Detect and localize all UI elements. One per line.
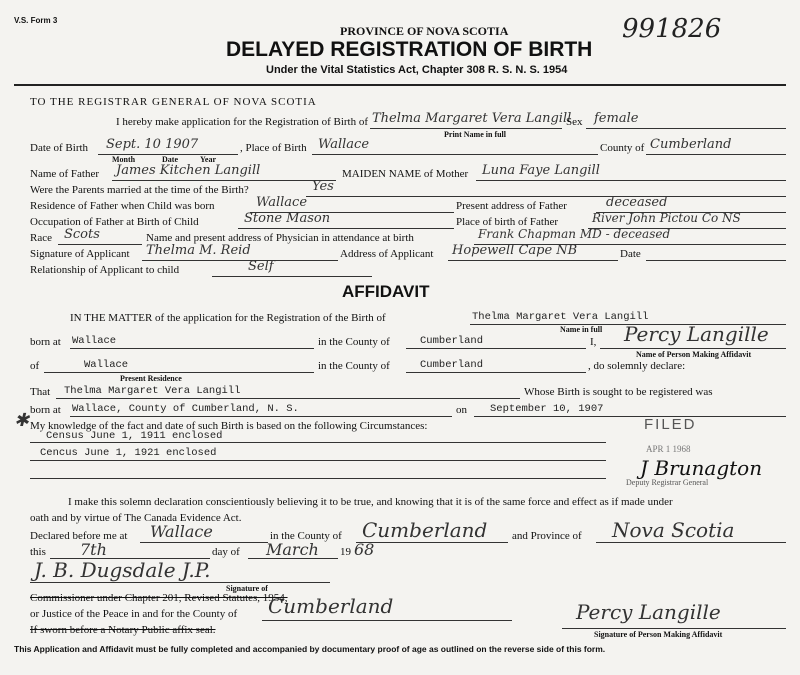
year-prefix: 19	[340, 546, 351, 558]
circumstance-line-2	[30, 460, 606, 461]
form-title: DELAYED REGISTRATION OF BIRTH	[226, 38, 593, 61]
solemnly-declare: , do solemnly declare:	[588, 360, 686, 372]
of-value: Wallace	[84, 359, 129, 371]
form-subtitle: Under the Vital Statistics Act, Chapter 308 R. S. N. S. 1954	[266, 64, 568, 76]
affiant-signature: Percy Langille	[576, 600, 721, 624]
whose-birth-text: Whose Birth is sought to be registered was	[524, 386, 713, 398]
asterisk-mark: ✱	[14, 410, 30, 431]
present-residence-note: Present Residence	[120, 374, 182, 383]
county-value: Cumberland	[650, 137, 732, 152]
name-line	[370, 128, 562, 129]
occupation-value: Stone Mason	[244, 211, 331, 226]
that-value: Thelma Margaret Vera Langill	[64, 385, 241, 397]
county-line	[646, 154, 786, 155]
applicant-address-line	[448, 260, 618, 261]
child-name-value: Thelma Margaret Vera Langill	[372, 111, 572, 126]
relationship-value: Self	[248, 259, 274, 274]
justice-county-line	[262, 620, 512, 621]
registration-number: 991826	[622, 14, 722, 44]
born-at-value-2: Wallace, County of Cumberland, N. S.	[72, 403, 299, 415]
county-of-label-1: in the County of	[318, 336, 390, 348]
filed-stamp-text: FILED	[644, 416, 697, 433]
declared-county-value: Cumberland	[362, 518, 488, 542]
declared-line	[140, 542, 268, 543]
name-in-full-note: Name in full	[560, 325, 603, 334]
married-line	[306, 196, 786, 197]
county-line-3	[356, 542, 508, 543]
circumstance-2: Cencus June 1, 1921 enclosed	[40, 447, 217, 459]
county-of-label-3: in the County of	[270, 530, 342, 542]
circumstance-line-3	[30, 478, 606, 479]
province-value: Nova Scotia	[612, 518, 735, 542]
affidavit-matter: IN THE MATTER of the application for the Registration of the Birth of	[70, 312, 386, 324]
born-at-line	[70, 348, 314, 349]
sex-label: Sex	[566, 116, 583, 128]
year-label: Year	[200, 155, 216, 164]
filed-stamp-date: APR 1 1968	[646, 444, 691, 454]
application-date-line	[646, 260, 786, 261]
deputy-registrar-label: Deputy Registrar General	[626, 478, 709, 487]
application-date-label: Date	[620, 248, 641, 260]
residence-label: Residence of Father when Child was born	[30, 200, 215, 212]
occupation-label: Occupation of Father at Birth of Child	[30, 216, 199, 228]
year-value: 68	[354, 540, 375, 559]
affiant-name-note: Name of Person Making Affidavit	[636, 350, 752, 359]
province-of-label: and Province of	[512, 530, 582, 542]
of-line	[44, 372, 314, 373]
county-line-2	[406, 372, 586, 373]
married-label: Were the Parents married at the time of the Birth?	[30, 184, 249, 196]
sex-line	[586, 128, 786, 129]
affiant-signature-line	[562, 628, 786, 629]
declared-value: Wallace	[150, 522, 213, 541]
form-number: V.S. Form 3	[14, 16, 58, 25]
justice-line: or Justice of the Peace in and for the County of	[30, 608, 238, 620]
date-of-birth-label: Date of Birth	[30, 142, 89, 154]
affidavit-county-value-1: Cumberland	[420, 335, 484, 347]
born-at-label-2: born at	[30, 404, 61, 416]
father-name-value: James Kitchen Langill	[116, 163, 261, 178]
province-heading: PROVINCE OF NOVA SCOTIA	[340, 24, 509, 38]
knowledge-statement: My knowledge of the fact and date of such Birth is based on the following Circumstances:	[30, 420, 428, 432]
present-address-label: Present address of Father	[456, 200, 567, 212]
county-of-label-2: in the County of	[318, 360, 390, 372]
mother-name-value: Luna Faye Langill	[482, 163, 600, 178]
commissioner-signature: J. B. Dugsdale J.P.	[34, 558, 211, 582]
declaration-line-1: I make this solemn declaration conscientiously believing it to be true, and knowing that it is of the same force and effect as if made under	[68, 496, 673, 508]
county-line-1	[406, 348, 586, 349]
deputy-registrar-signature: J Brunagton	[640, 456, 763, 480]
justice-county-value: Cumberland	[268, 594, 394, 618]
footer-note: This Application and Affidavit must be fully completed and accompanied by documentary proof of age as outlined on the reverse side of this form.	[14, 644, 606, 654]
relationship-label: Relationship of Applicant to child	[30, 264, 180, 276]
date-label: Date	[162, 155, 178, 164]
born-at-label: born at	[30, 336, 61, 348]
race-line	[58, 244, 142, 245]
declaration-line-2: oath and by virtue of The Canada Evidence Act.	[30, 512, 242, 524]
affidavit-county-value-2: Cumberland	[420, 359, 484, 371]
physician-value: Frank Chapman MD - deceased	[478, 227, 671, 241]
affidavit-heading: AFFIDAVIT	[342, 282, 430, 301]
applicant-signature-label: Signature of Applicant	[30, 248, 130, 260]
place-line	[312, 154, 598, 155]
born-at-line-2	[70, 416, 452, 417]
print-name-note: Print Name in full	[444, 130, 506, 139]
physician-label: Name and present address of Physician in attendance at birth	[146, 232, 414, 244]
residence-value: Wallace	[256, 195, 308, 210]
on-label: on	[456, 404, 467, 416]
born-at-value: Wallace	[72, 335, 117, 347]
relationship-line	[212, 276, 372, 277]
circumstance-line-1	[30, 442, 606, 443]
month-value: March	[266, 540, 319, 559]
sex-value: female	[594, 111, 639, 126]
applicant-address-value: Hopewell Cape NB	[452, 243, 578, 258]
date-of-birth-value: Sept. 10 1907	[106, 137, 199, 152]
declared-before-label: Declared before me at	[30, 530, 128, 542]
applicant-address-label: Address of Applicant	[340, 248, 434, 260]
father-birthplace-label: Place of birth of Father	[456, 216, 559, 228]
header-divider	[14, 84, 786, 86]
day-of-label: day of	[212, 546, 240, 558]
affiant-name-signature: Percy Langille	[624, 322, 769, 346]
applicant-signature-line	[142, 260, 338, 261]
affiant-signature-label: Signature of Person Making Affidavit	[594, 630, 723, 639]
registrar-address: TO THE REGISTRAR GENERAL OF NOVA SCOTIA	[30, 96, 317, 108]
applicant-signature-value: Thelma M. Reid	[146, 243, 251, 258]
on-value: September 10, 1907	[490, 403, 604, 415]
of-label: of	[30, 360, 40, 372]
father-line	[112, 180, 336, 181]
application-statement: I hereby make application for the Registration of Birth of	[116, 116, 369, 128]
race-value: Scots	[64, 227, 100, 242]
filed-stamp	[626, 412, 736, 492]
signature-of-label: Signature of	[226, 584, 268, 593]
month-label: Month	[112, 155, 136, 164]
that-label: That	[30, 386, 51, 398]
day-value: 7th	[80, 540, 107, 559]
father-birthplace-value: River John Pictou Co NS	[592, 211, 741, 225]
race-label: Race	[30, 232, 52, 244]
i-label: I,	[590, 336, 597, 348]
commissioner-signature-line	[30, 582, 330, 583]
mother-name-label: MAIDEN NAME of Mother	[342, 168, 469, 180]
mother-line	[476, 180, 786, 181]
affidavit-matter-name: Thelma Margaret Vera Langill	[472, 311, 649, 323]
notary-line: If sworn before a Notary Public affix seal.	[30, 624, 216, 636]
occupation-line	[238, 228, 454, 229]
place-of-birth-value: Wallace	[318, 137, 370, 152]
province-line	[596, 542, 786, 543]
place-of-birth-label: , Place of Birth	[240, 142, 307, 154]
circumstance-1: Census June 1, 1911 enclosed	[46, 430, 223, 442]
married-value: Yes	[312, 179, 334, 194]
present-address-value: deceased	[606, 195, 668, 210]
that-line	[56, 398, 520, 399]
commissioner-line: Commissioner under Chapter 201, Revised Statutes, 1954,	[30, 592, 288, 604]
affiant-name-line	[600, 348, 786, 349]
father-name-label: Name of Father	[30, 168, 100, 180]
county-label: County of	[600, 142, 645, 154]
this-label: this	[30, 546, 46, 558]
